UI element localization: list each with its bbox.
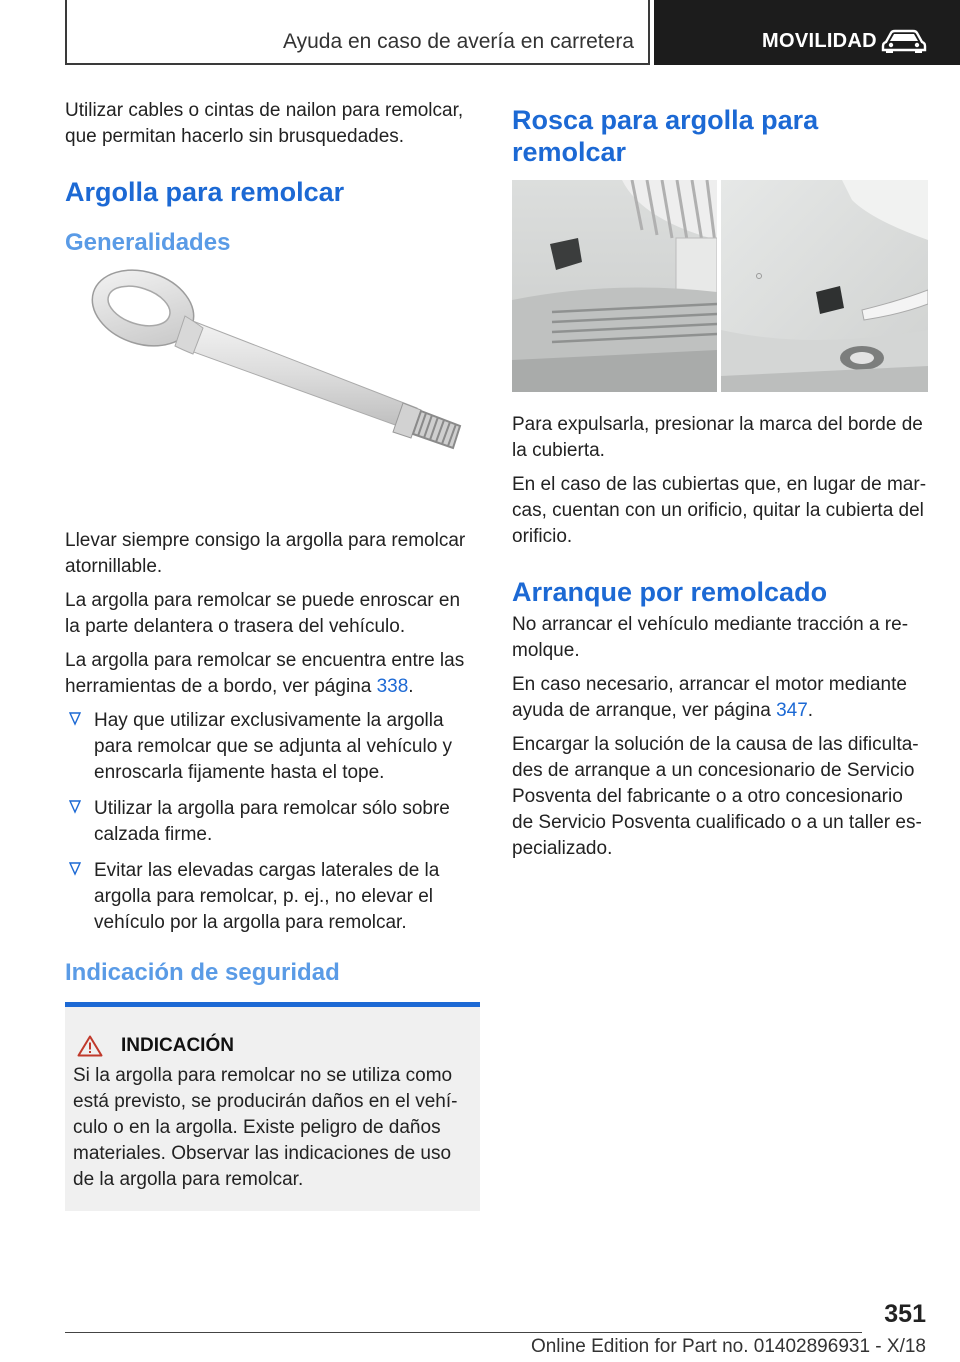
- warning-text: Si la argolla para remolcar no se utiliza como está previsto, se producirán daños en el vehículo o en la argolla. Existe peligro de daños materiales. Observar las indicaciones de uso de la argolla para remolcar.: [73, 1065, 458, 1190]
- bumper-cover-image: [512, 180, 928, 392]
- paragraph-no-tow-start: No arrancar el vehículo mediante tracción a remolque.: [512, 614, 909, 661]
- section-heading-towing-eye: Argolla para remolcar: [65, 177, 345, 207]
- subheading-safety: Indicación de seguridad: [65, 959, 340, 986]
- subheading-general: Generalidades: [65, 229, 231, 256]
- paragraph-cover-hole: En el caso de las cubiertas que, en lugar de marcas, cuentan con un orificio, quitar la cubierta del orificio.: [512, 474, 927, 547]
- triangle-bullet-icon: [69, 862, 81, 876]
- usage-bullet-list: [65, 708, 480, 936]
- header-section-label: MOVILIDAD: [762, 30, 877, 52]
- bullet-text: Hay que utilizar exclusivamente la argolla para remolcar que se adjunta al vehículo y enroscarla fijamente hasta el tope.: [94, 710, 453, 783]
- triangle-bullet-icon: [69, 712, 81, 726]
- footer-divider: [65, 1332, 862, 1333]
- thread-cover-photos: [512, 180, 928, 392]
- jump-start-text: En caso necesario, arrancar el motor mediante ayuda de arranque, ver página: [512, 674, 907, 721]
- warning-triangle-icon: [77, 1035, 103, 1057]
- jump-start-text-end: .: [807, 700, 814, 721]
- bullet-text: Evitar las elevadas cargas laterales de la argolla para remolcar, p. ej., no elevar el vehículo por la argolla para remolcar.: [94, 860, 440, 933]
- section-heading-thread: Rosca para argolla para remolcar: [512, 105, 819, 167]
- location-text-end: .: [408, 676, 414, 697]
- list-item: [65, 858, 480, 936]
- location-text: La argolla para remolcar se encuentra entre las herramientas de a bordo, ver página: [65, 650, 465, 697]
- towing-eye-illustration: [65, 258, 480, 498]
- towing-eye-image: [65, 258, 480, 498]
- paragraph-screw-in: La argolla para remolcar se puede enroscar en la parte delantera o trasera del vehículo.: [65, 590, 461, 637]
- header-section-tab: [654, 0, 960, 65]
- triangle-bullet-icon: [69, 800, 81, 814]
- warning-box: [65, 1002, 480, 1211]
- right-column: [512, 98, 928, 870]
- intro-paragraph: Utilizar cables o cintas de nailon para remolcar, que permitan hacerlo sin brusquedades.: [65, 100, 464, 147]
- paragraph-eject-cover: Para expulsarla, presionar la marca del borde de la cubierta.: [512, 414, 923, 461]
- left-column: [65, 98, 480, 1211]
- page-link-338[interactable]: 338: [376, 676, 409, 697]
- warning-header: [73, 1031, 472, 1061]
- header-title-box: [65, 0, 650, 65]
- footer-edition: Online Edition for Part no. 01402896931 - X/18: [530, 1336, 926, 1357]
- warning-title: INDICACIÓN: [121, 1035, 234, 1056]
- header-title: Ayuda en caso de avería en carretera: [282, 30, 634, 53]
- bullet-text: Utilizar la argolla para remolcar sólo sobre calzada firme.: [94, 798, 450, 845]
- page-number: 351: [884, 1300, 926, 1328]
- paragraph-location: [65, 648, 480, 700]
- paragraph-service: Encargar la solución de la causa de las dificultades de arranque a un concesionario de Servicio Posventa del fabricante o a otro concesionario de Servicio Posventa cualificado o a un taller especializado.: [512, 734, 922, 859]
- list-item: [65, 708, 480, 786]
- list-item: [65, 796, 480, 848]
- paragraph-jump-start: [512, 672, 928, 724]
- section-heading-tow-start: Arranque por remolcado: [512, 577, 828, 607]
- car-icon: [880, 28, 928, 54]
- page-link-347[interactable]: 347: [776, 700, 808, 721]
- paragraph-carry-eye: Llevar siempre consigo la argolla para remolcar atornillable.: [65, 530, 466, 577]
